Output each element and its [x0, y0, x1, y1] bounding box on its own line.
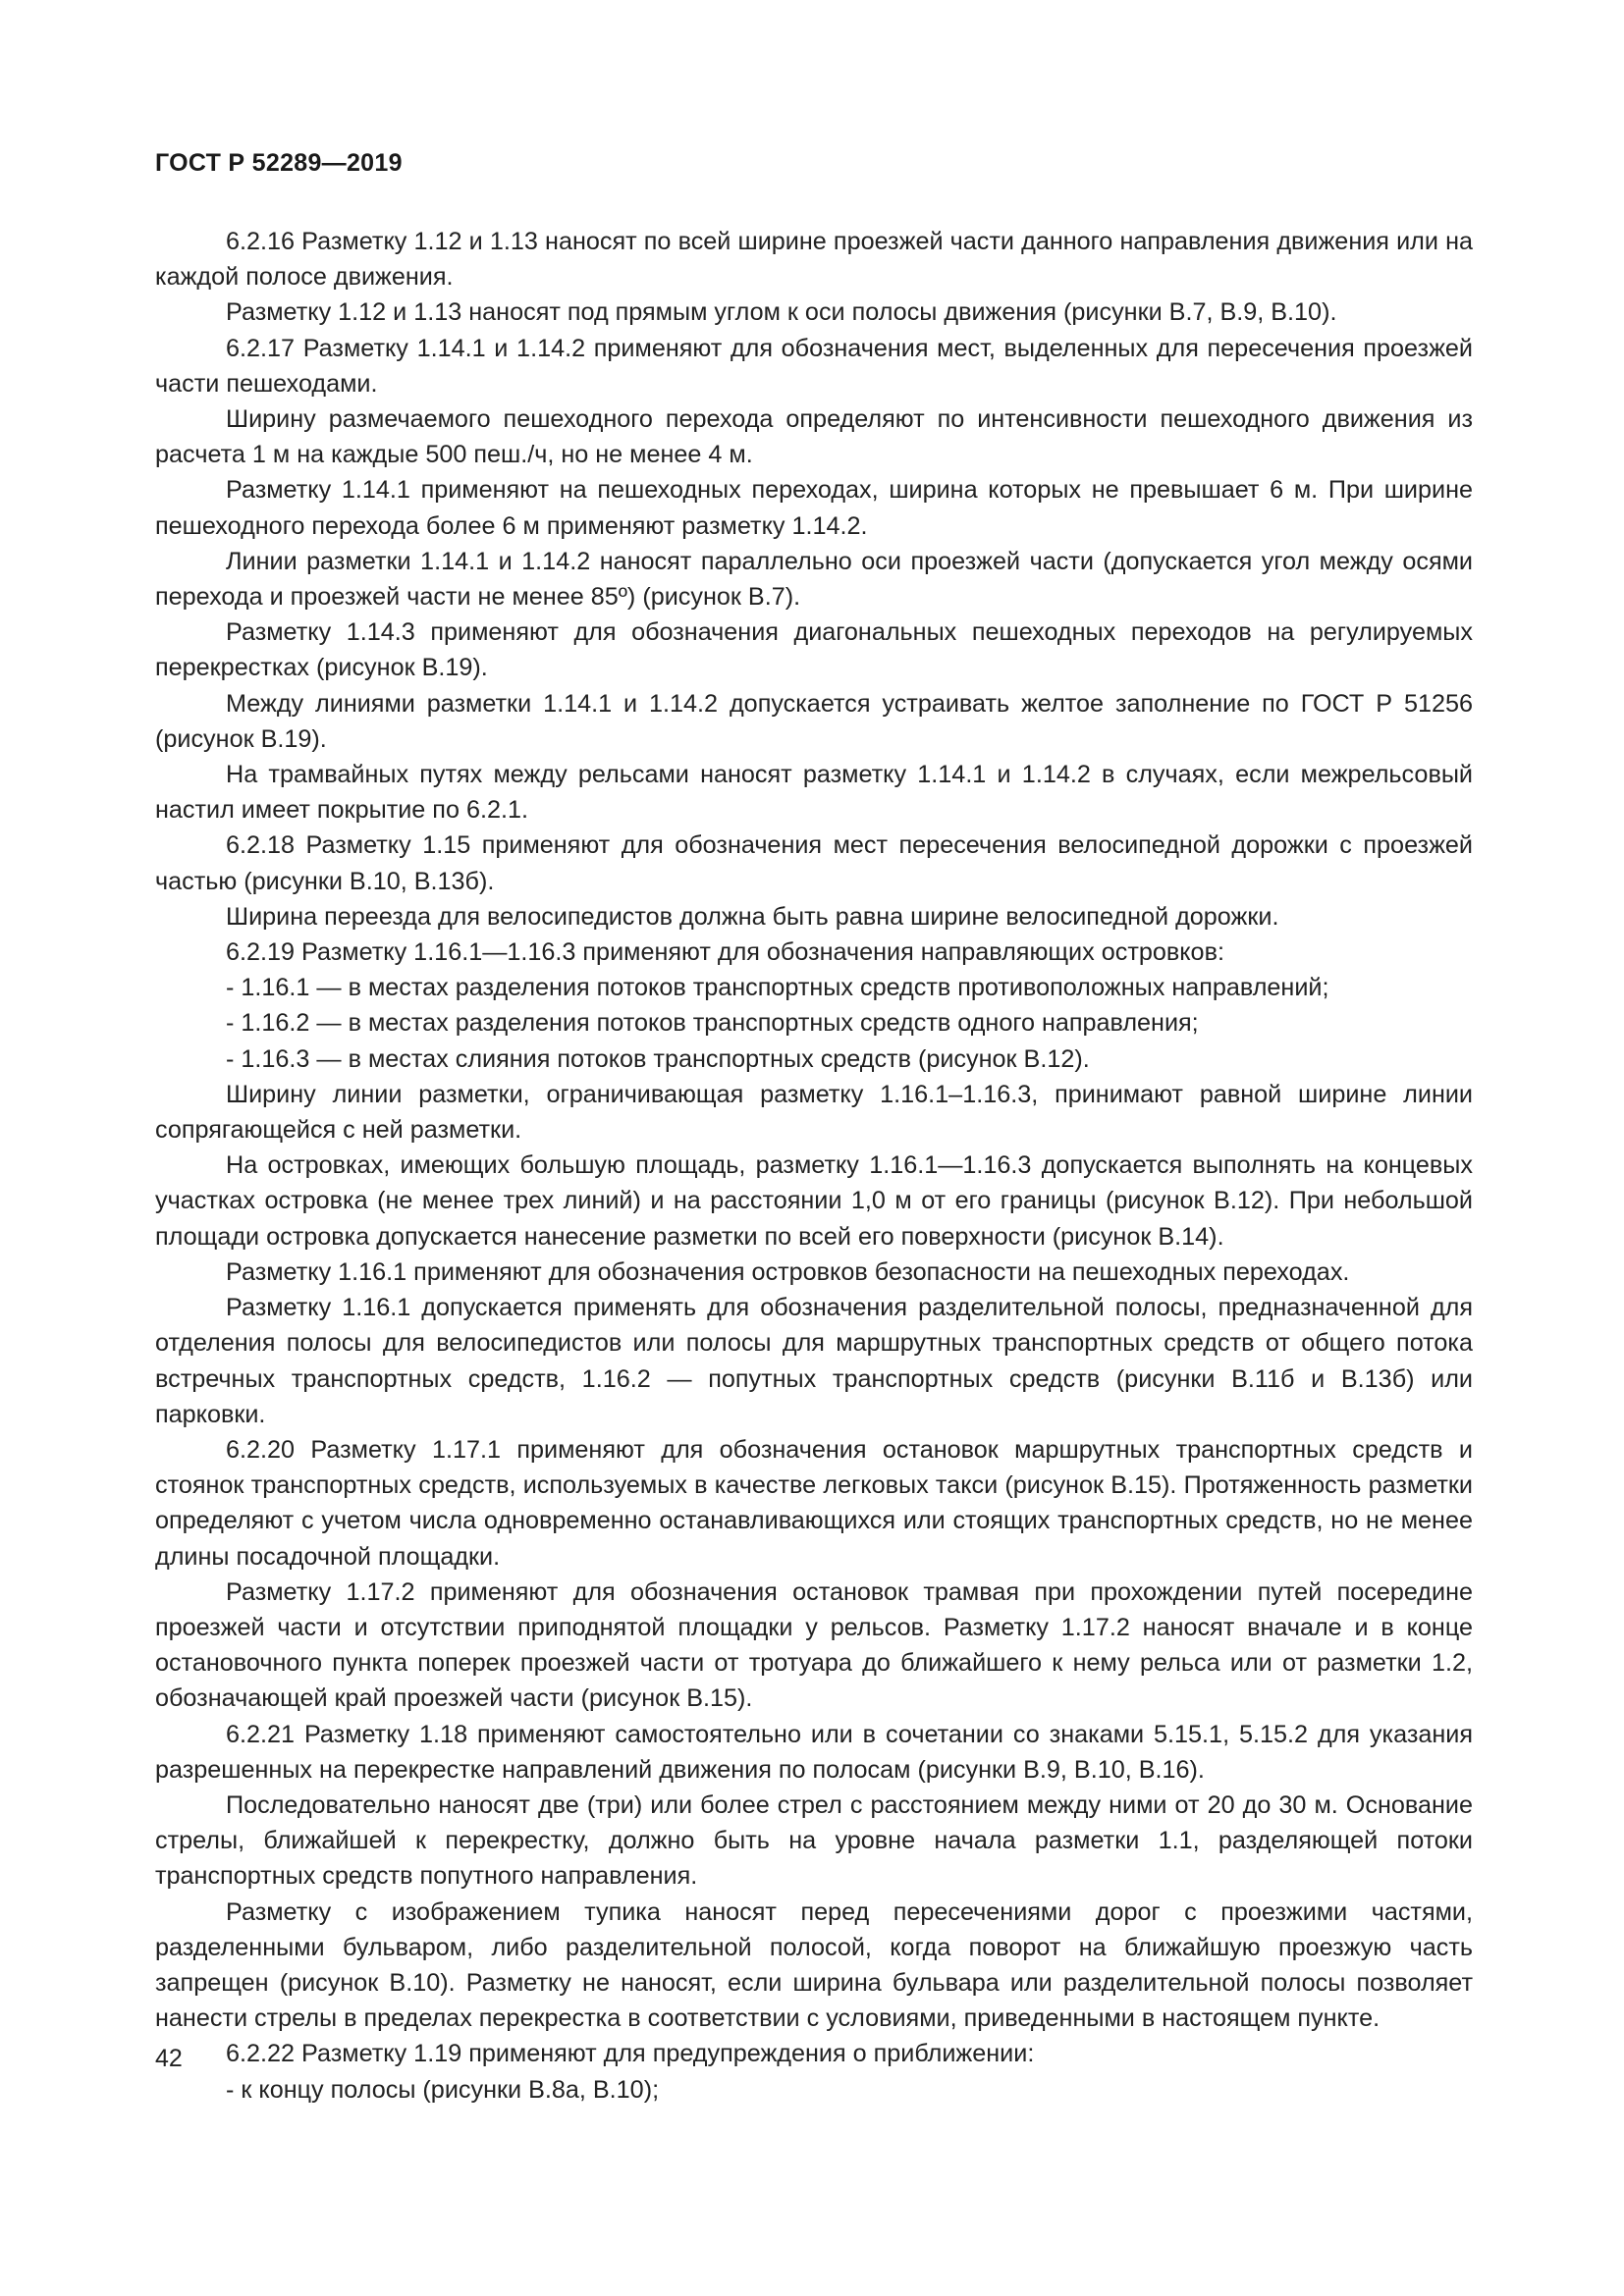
- document-body: [155, 224, 1473, 2108]
- paragraph: На островках, имеющих большую площадь, разметку 1.16.1—1.16.3 допускается выполнять на концевых участках островка (не менее трех линий) и на расстоянии 1,0 м от его границы (рисунок В.12). При небольшой площади островка допускается нанесение разметки по всей его поверхности (рисунок В.14).: [155, 1151, 1473, 1251]
- paragraph: Разметку 1.16.1 применяют для обозначения островков безопасности на пешеходных переходах.: [226, 1257, 1350, 1286]
- paragraph: Между линиями разметки 1.14.1 и 1.14.2 допускается устраивать желтое заполнение по ГОСТ Р 51256 (рисунок В.19).: [155, 689, 1473, 753]
- list-item: - 1.16.3 — в местах слияния потоков транспортных средств (рисунок В.12).: [226, 1044, 1090, 1073]
- paragraph: Разметку 1.14.3 применяют для обозначения диагональных пешеходных переходов на регулируемых перекрестках (рисунок В.19).: [155, 618, 1473, 682]
- paragraph: 6.2.17 Разметку 1.14.1 и 1.14.2 применяют для обозначения мест, выделенных для пересечения проезжей части пешеходами.: [155, 334, 1473, 398]
- paragraph: На трамвайных путях между рельсами наносят разметку 1.14.1 и 1.14.2 в случаях, если межрельсовый настил имеет покрытие по 6.2.1.: [155, 761, 1473, 825]
- paragraph: Разметку 1.14.1 применяют на пешеходных переходах, ширина которых не превышает 6 м. При ширине пешеходного перехода более 6 м применяют разметку 1.14.2.: [155, 476, 1473, 540]
- paragraph: Линии разметки 1.14.1 и 1.14.2 наносят параллельно оси проезжей части (допускается угол между осями перехода и проезжей части не менее 85º) (рисунок В.7).: [155, 547, 1473, 612]
- paragraph: 6.2.20 Разметку 1.17.1 применяют для обозначения остановок маршрутных транспортных средств и стоянок транспортных средств, используемых в качестве легковых такси (рисунок В.15). Протяженность разметки определяют с учетом числа одновременно останавливающихся или стоящих транспортных средств, но не менее длины посадочной площадки.: [155, 1435, 1473, 1571]
- paragraph: Разметку 1.17.2 применяют для обозначения остановок трамвая при прохождении путей посередине проезжей части и отсутствии приподнятой площадки у рельсов. Разметку 1.17.2 наносят вначале и в конце остановочного пункта поперек проезжей части от тротуара до ближайшего к нему рельса или от разметки 1.2, обозначающей край проезжей части (рисунок В.15).: [155, 1577, 1473, 1713]
- list-item: - к концу полосы (рисунки В.8а, В.10);: [226, 2075, 660, 2104]
- paragraph: Разметку с изображением тупика наносят перед пересечениями дорог с проезжими частями, разделенными бульваром, либо разделительной полосой, когда поворот на ближайшую проезжую часть запрещен (рисунок В.10). Разметку не наносят, если ширина бульвара или разделительной полосы позволяет нанести стрелы в пределах перекрестка в соответствии с условиями, приведенными в настоящем пункте.: [155, 1897, 1473, 2033]
- page-number: 42: [155, 2045, 183, 2072]
- paragraph: 6.2.21 Разметку 1.18 применяют самостоятельно или в сочетании со знаками 5.15.1, 5.15.2 для указания разрешенных на перекрестке направлений движения по полосам (рисунки В.9, В.10, В.16).: [155, 1720, 1473, 1784]
- paragraph: 6.2.19 Разметку 1.16.1—1.16.3 применяют для обозначения направляющих островков:: [226, 938, 1224, 967]
- paragraph: 6.2.22 Разметку 1.19 применяют для предупреждения о приближении:: [226, 2040, 1035, 2068]
- paragraph: Разметку 1.12 и 1.13 наносят под прямым углом к оси полосы движения (рисунки В.7, В.9, В.10).: [226, 298, 1337, 327]
- document-header: ГОСТ Р 52289—2019: [155, 149, 403, 177]
- paragraph: 6.2.18 Разметку 1.15 применяют для обозначения мест пересечения велосипедной дорожки с проезжей частью (рисунки В.10, В.13б).: [155, 831, 1473, 895]
- paragraph: Разметку 1.16.1 допускается применять для обозначения разделительной полосы, предназначенной для отделения полосы для велосипедистов или полосы для маршрутных транспортных средств от общего потока встречных транспортных средств, 1.16.2 — попутных транспортных средств (рисунки В.11б и В.13б) или парковки.: [155, 1294, 1473, 1428]
- list-item: - 1.16.2 — в местах разделения потоков транспортных средств одного направления;: [226, 1009, 1199, 1038]
- paragraph: Последовательно наносят две (три) или более стрел с расстоянием между ними от 20 до 30 м. Основание стрелы, ближайшей к перекрестку, должно быть на уровне начала разметки 1.1, разделяющей потоки транспортных средств попутного направления.: [155, 1790, 1473, 1891]
- paragraph: Ширина переезда для велосипедистов должна быть равна ширине велосипедной дорожки.: [226, 902, 1279, 931]
- list-item: - 1.16.1 — в местах разделения потоков транспортных средств противоположных направлений;: [226, 974, 1329, 1002]
- paragraph: Ширину размечаемого пешеходного перехода определяют по интенсивности пешеходного движения из расчета 1 м на каждые 500 пеш./ч, но не менее 4 м.: [155, 405, 1473, 469]
- paragraph: 6.2.16 Разметку 1.12 и 1.13 наносят по всей ширине проезжей части данного направления движения или на каждой полосе движения.: [155, 228, 1473, 292]
- paragraph: Ширину линии разметки, ограничивающая разметку 1.16.1–1.16.3, принимают равной ширине линии сопрягающейся с ней разметки.: [155, 1080, 1473, 1145]
